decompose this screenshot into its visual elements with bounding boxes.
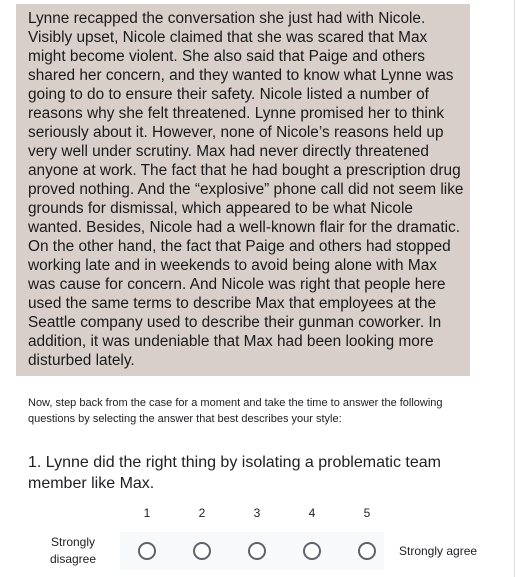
scale-number-3: 3: [253, 506, 261, 520]
case-passage: Lynne recapped the conversation she just had with Nicole. Visibly upset, Nicole claimed that she was scared that Max might become violent. She also said that Paige and others shared her concern, and they wanted to know what Lynne was going to do to ensure their safety. Nicole listed a number of reasons why she felt threatened. Lynne promised her to think seriously about it. However, none of Nicole’s reasons held up very well under scrutiny. Max had never directly threatened anyone at work. The fact that he had bought a prescription drug proved nothing. And the “explosive” phone call did not seem like grounds for dismissal, which appeared to be what Nicole wanted. Besides, Nicole had a well-known flair for the dramatic. On the other hand, the fact that Paige and others had stopped working late and in weekends to avoid being alone with Max was cause for concern. And Nicole was right that people here used the same terms to describe Max that employees at the Seattle company used to describe their gunman coworker. In addition, it was undeniable that Max had been looking more disturbed lately.: [16, 4, 470, 376]
scale-number-1: 1: [143, 506, 151, 520]
scale-low-label: Strongly disagree: [49, 535, 97, 566]
radio-option-4[interactable]: [303, 542, 321, 560]
scale-number-5: 5: [363, 506, 371, 520]
radio-option-5[interactable]: [358, 542, 376, 560]
radio-option-3[interactable]: [248, 542, 266, 560]
scale-number-row: [118, 506, 398, 522]
question-title: 1. Lynne did the right thing by isolating a problematic team member like Max.: [28, 454, 441, 492]
scale-number-2: 2: [198, 506, 206, 520]
scale-number-4: 4: [308, 506, 316, 520]
radio-option-2[interactable]: [193, 542, 211, 560]
scale-high-label: Strongly agree: [399, 544, 478, 558]
instructions-text: Now, step back from the case for a moment and take the time to answer the following questions by selecting the answer that best describes your style:: [28, 397, 443, 425]
radio-group: [120, 532, 384, 570]
radio-option-1[interactable]: [138, 542, 156, 560]
linear-scale: [28, 532, 508, 572]
